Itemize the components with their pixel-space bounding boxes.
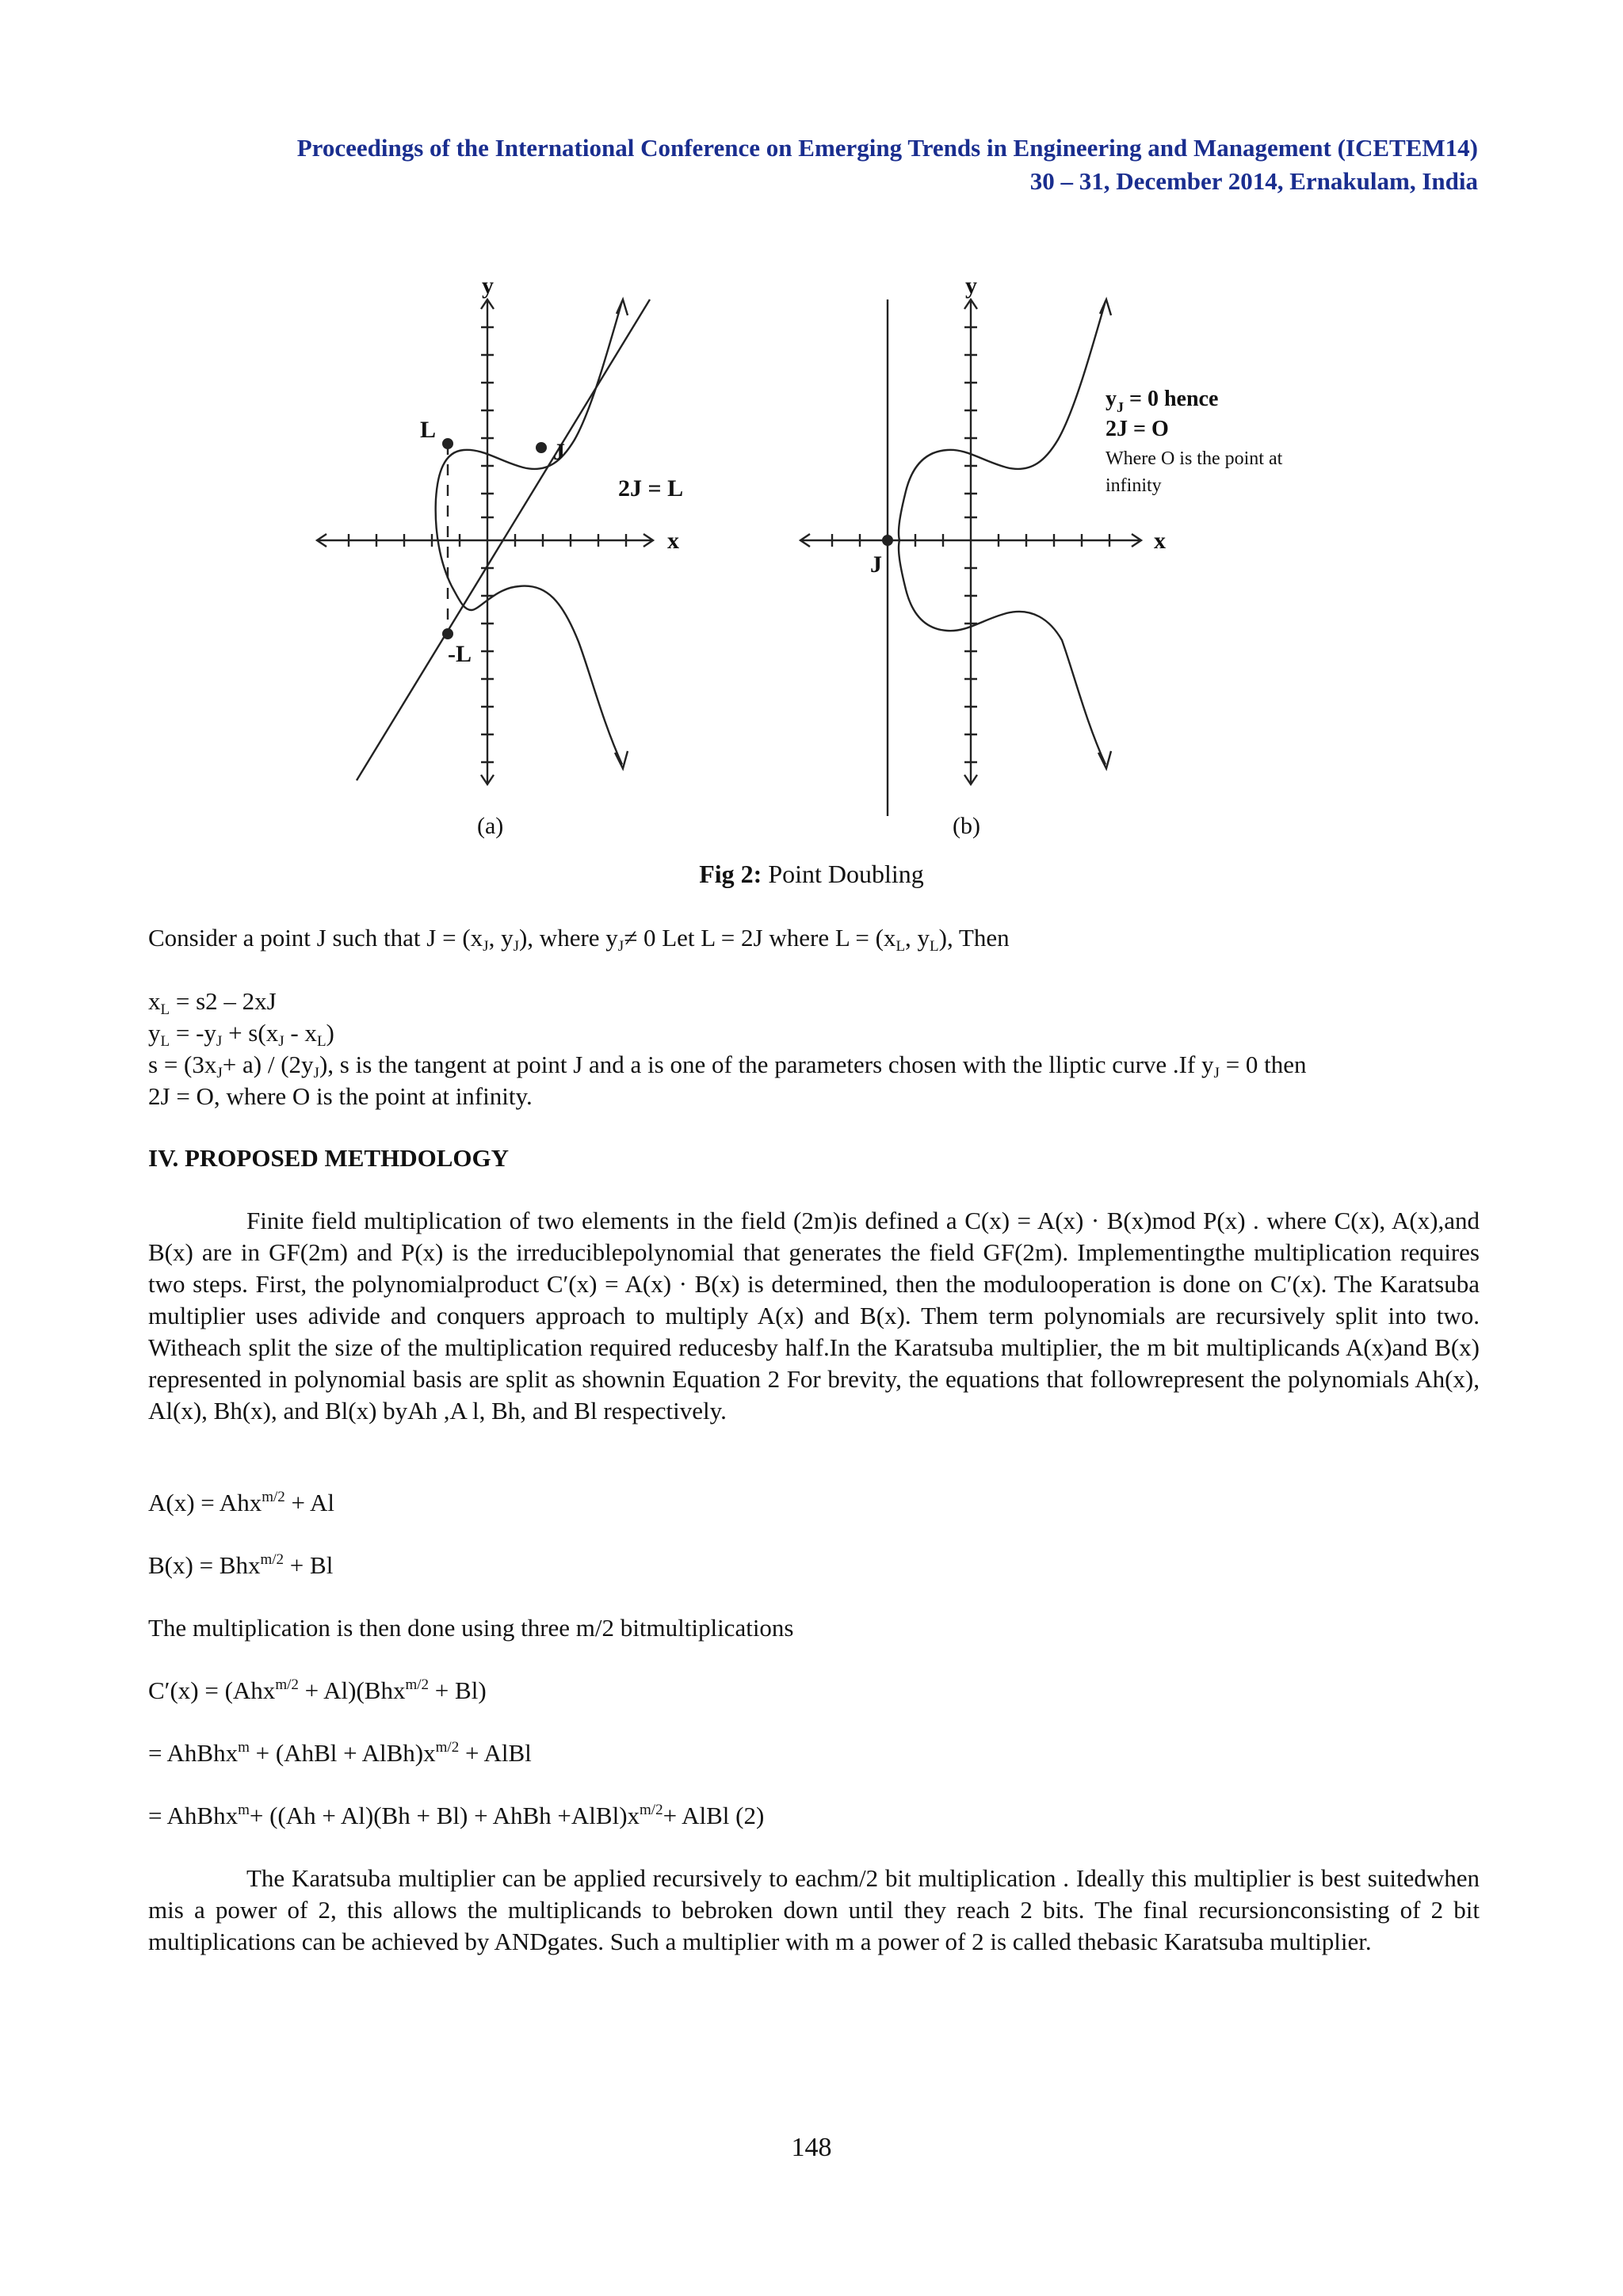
equation-B: B(x) = Bhx$^{m/2}$ + Bl [148,1551,334,1579]
panel-a-L-label: L [420,417,437,443]
header-line-1: Proceedings of the International Conference on Emerging Trends in Engineering and Management (ICETEM14) [296,134,1478,162]
figure-svg [301,261,1347,848]
point-L [442,438,453,449]
equation-infinity: 2J = O, where O is the point at infinity. [148,1082,533,1110]
page-number: 148 [791,2133,832,2162]
panel-b-y-label: y [965,273,977,299]
panel-b-x-label: x [1154,528,1166,554]
panel-a-annotation: 2J = L [618,475,684,502]
panel-b-sublabel: (b) [953,813,980,839]
figure-caption [0,860,1623,889]
equation-C1: C′(x) = (Ahx$^{m/2}$ + Al)(Bhx$^{m/2}$ + Bl) [148,1676,487,1704]
panel-a-curve-upper [436,301,622,610]
equation-s: $s = (3x_J+ a) / (2y_J)$, s is the tangent at point J and a is one of the parameters chosen with the lliptic curve .If $y_J = 0$ then [148,1051,1307,1081]
consider-paragraph: Consider a point J such that $J = (x_J$, $y_J$), where $y_J\ne 0$ Let L = 2J where $L = (x_L$, $y_L$), Then [148,924,1010,955]
panel-a-sublabel: (a) [477,813,504,839]
header-line-2: 30 – 31, December 2014, Ernakulam, India [1029,167,1478,195]
section-heading: IV. PROPOSED METHDOLOGY [148,1144,510,1172]
point-neg-L [442,628,453,639]
panel-b-note-line3: Where O is the point at [1106,448,1283,469]
equation-yL: $y_L = -y_J + s(x_J - x_L)$ [148,1019,334,1050]
panel-b-curve-lower [899,540,1106,765]
panel-b-point-J [882,535,893,546]
panel-a-curve-lower [472,586,622,765]
caption-label: Fig 2: [699,860,762,888]
point-J [536,442,547,453]
methodology-paragraph: Finite field multiplication of two elements in the field (2m)is defined a C(x) = A(x) · B(x)mod P(x) . where C(x), A(x),and B(x) are in GF(2m) and P(x) is the irreduciblepolynomial that generates the field GF(2m). Implementingthe multiplication requires two steps. First, the polynomialproduct C′(x) = A(x) · B(x) is determined, then the modulooperation is done on C′(x). The Karatsuba multiplier uses adivide and conquers approach to multiply A(x) and B(x). Them term polynomials are recursively split into two. Witheach split the size of the multiplication required reducesby half.In the Karatsuba multiplier, the m bit multiplicands A(x)and B(x) represented in polynomial basis are split as shownin Equation 2 For brevity, the equations that followrepresent the polynomials Ah(x), Al(x), Bh(x), and Bl(x) byAh ,A l, Bh, and Bl respectively. [148,1207,1480,1425]
equation-xL: $x_L = s2 - 2xJ$ [148,987,277,1018]
conference-header [147,132,1478,198]
karatsuba-paragraph: The Karatsuba multiplier can be applied recursively to eachm/2 bit multiplication . Ideally this multiplier is best suitedwhen mis a power of 2, this allows the multiplicands to bebroken down until they reach 2 bits. The final recursionconsisting of 2 bit multiplications can be achieved by ANDgates. Such a multiplier with m a power of 2 is called thebasic Karatsuba multiplier. [148,1864,1480,1955]
panel-b-note-line2: 2J = O [1106,417,1169,441]
panel-a-J-label: J [553,439,565,465]
equation-C2: = AhBhx$^m$ + (AhBl + $AlBh)x^{m/2}$ + AlBl [148,1739,532,1767]
panel-a-y-label: y [482,273,494,299]
panel-b-curve-upper [899,301,1106,540]
caption-text: Point Doubling [762,860,924,888]
equation-A: A(x) = Ahx$^{m/2}$ + Al [148,1489,335,1516]
panel-b-note-line4: infinity [1106,475,1162,496]
figure-point-doubling [301,261,1347,848]
panel-b-note-line1: $y_J = 0$ hence [1106,387,1219,415]
panel-b-J-label: J [870,551,882,578]
multiplication-line: The multiplication is then done using three m/2 bitmultiplications [148,1614,794,1642]
panel-a-negL-label: -L [448,641,472,667]
equation-C3: = AhBhx$^m$+ ((Ah + Al)(Bh + Bl) + AhBh $+AlBl)x^{m/2}+$ AlBl (2) [148,1802,765,1829]
doubling-equations [148,986,1480,1112]
panel-a-x-label: x [667,528,679,554]
